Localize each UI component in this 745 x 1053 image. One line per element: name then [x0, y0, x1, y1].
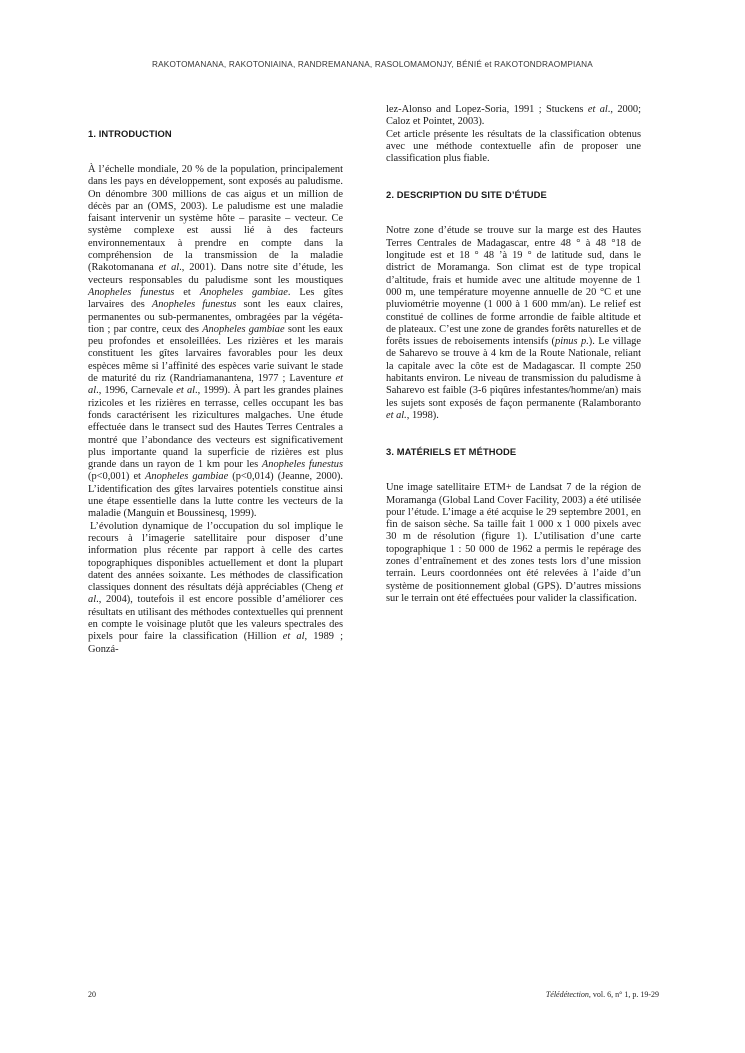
left-column [88, 104, 343, 656]
running-head: RAKOTOMANANA, RAKOTONIAINA, RANDREMANANA, RASOLOMAMONJY, BÉNIÉ et RAKOTONDRAOMPIANA [152, 60, 593, 69]
site-description-paragraph: Notre zone d’étude se trouve sur la marge est des Hautes Terres Centrales de Madagascar, entre 48 ° à 48 °18 de longitude est et 18 ° 48 ’à 19 ° de latitude sud, dans le district de Moramanga. Son climat est de type tropical d’altitude, frais et humide avec une altitude moyenne de 1 000 m, une température moyenne annuelle de 20 °C et une pluviométrie moyenne (1 000 à 1 600 mm/an). Le relief est constitué de collines de forme arrondie de faible altitude et de plateaux. C’est une zone de grandes forêts naturelles et de forêts issues de reboisements intensifs (pinus p.). Le village de Saharevo se trouve à 4 km de la Route Nationale, reliant la capitale avec la côte est de Madagascar. Il compte 250 habitants environ. Le niveau de transmission du paludisme à Saharevo est faible (3-6 piqûres infestantes/homme/an) mais les sujets sont exposés de façon permanente (Ralamboranto et al., 1998). [386, 225, 641, 421]
intro-paragraph-1: À l’échelle mondiale, 20 % de la population, principalement dans les pays en développement, sont exposés au paludisme. On dénombre 300 millions de cas aigus et un million de décès par an (OMS, 2003). Le paludisme est une maladie faisant intervenir un système hôte – parasite – vecteur. Ce système complexe est aussi lié à des facteurs environnementaux à prendre en compte dans la compréhension de la transmission de la maladie (Rakotomanana et al., 2001). Dans notre site d’étude, les vecteurs responsables du paludisme sont les moustiques Anopheles funestus et Anopheles gambiae. Les gîtes larvaires des Anopheles funestus sont les eaux claires, permanentes ou sub-permanentes, ombragées par la végétation ; par contre, ceux des Anopheles gambiae sont les eaux peu profondes et ensoleillées. Les rizières et les marais constituent les gîtes larvaires favorables pour les deux espèces même si l’affinité des espèces varie suivant le stade de maturité du riz (Randriamanantena, 1977 ; Laventure et al., 1996, Carnevale et al., 1999). À part les grandes plaines rizicoles et les rizières en terrasse, celles occupant les bas fonds caractérisent les rizicultures malgaches. Une étude effectuée dans le transect sud des Hautes Terres Centrales a montré que l’abondance des vecteurs est significativement plus importante quand la superficie de rizières est plus grande dans un rayon de 1 km pour les Anopheles funestus (p<0,001) et Anopheles gambiae (p<0,014) (Jeanne, 2000). L’identification des gîtes larvaires potentiels constitue ainsi une étape essentielle dans la lutte contre les vecteurs de la maladie (Manguin et Boussinesq, 1999). [88, 164, 343, 520]
page-number: 20 [88, 990, 96, 999]
journal-name: Télédétection [545, 990, 589, 999]
journal-citation [546, 990, 659, 999]
journal-details: , vol. 6, n° 1, p. 19-29 [588, 990, 659, 999]
intro-continuation: lez-Alonso and Lopez-Soria, 1991 ; Stuckens et al., 2000; Caloz et Pointet, 2003). [386, 104, 641, 128]
right-column [386, 104, 641, 605]
section-heading-methods: 3. MATÉRIELS ET MÉTHODE [386, 446, 517, 458]
methods-paragraph: Une image satellitaire ETM+ de Landsat 7 de la région de Moramanga (Global Land Cover Facility, 2003) a été utilisée pour l’étude. L’image a été acquise le 29 septembre 2001, en fin de saison sèche. Sa taille fait 1 000 x 1 000 pixels avec 30 m de résolution (figure 1). L’utilisation d’une carte topographique 1 : 50 000 de 1962 a permis le repérage des zones d’entraînement et des zones tests lors d’une mission terrain. Leurs coordonnées ont été relevées à l’aide d’un système de positionnement global (GPS). D’autres missions sur le terrain ont été effectuées pour valider la classification. [386, 482, 641, 604]
section-heading-site: 2. DESCRIPTION DU SITE D’ÉTUDE [386, 189, 547, 201]
intro-paragraph-2: L’évolution dynamique de l’occupation du sol implique le recours à l’imagerie satellitaire pour disposer d’une information plus récente par rapport à celle des cartes topographiques disponibles actuellement et dont la plupart datent des années soixante. Les méthodes de classification classiques donnent des résultats déjà appréciables (Cheng et al., 2004), toutefois il est encore possible d’améliorer ces résultats en utilisant des méthodes contextuelles qui prennent en compte le voisinage plutôt que les valeurs spectrales des pixels pour faire la classification (Hillion et al, 1989 ; Gonzá- [88, 520, 343, 655]
section-heading-introduction: 1. INTRODUCTION [88, 128, 172, 139]
article-aim-paragraph: Cet article présente les résultats de la classification obtenus avec une méthode contextuelle afin de proposer une classification plus fiable. [386, 128, 641, 165]
